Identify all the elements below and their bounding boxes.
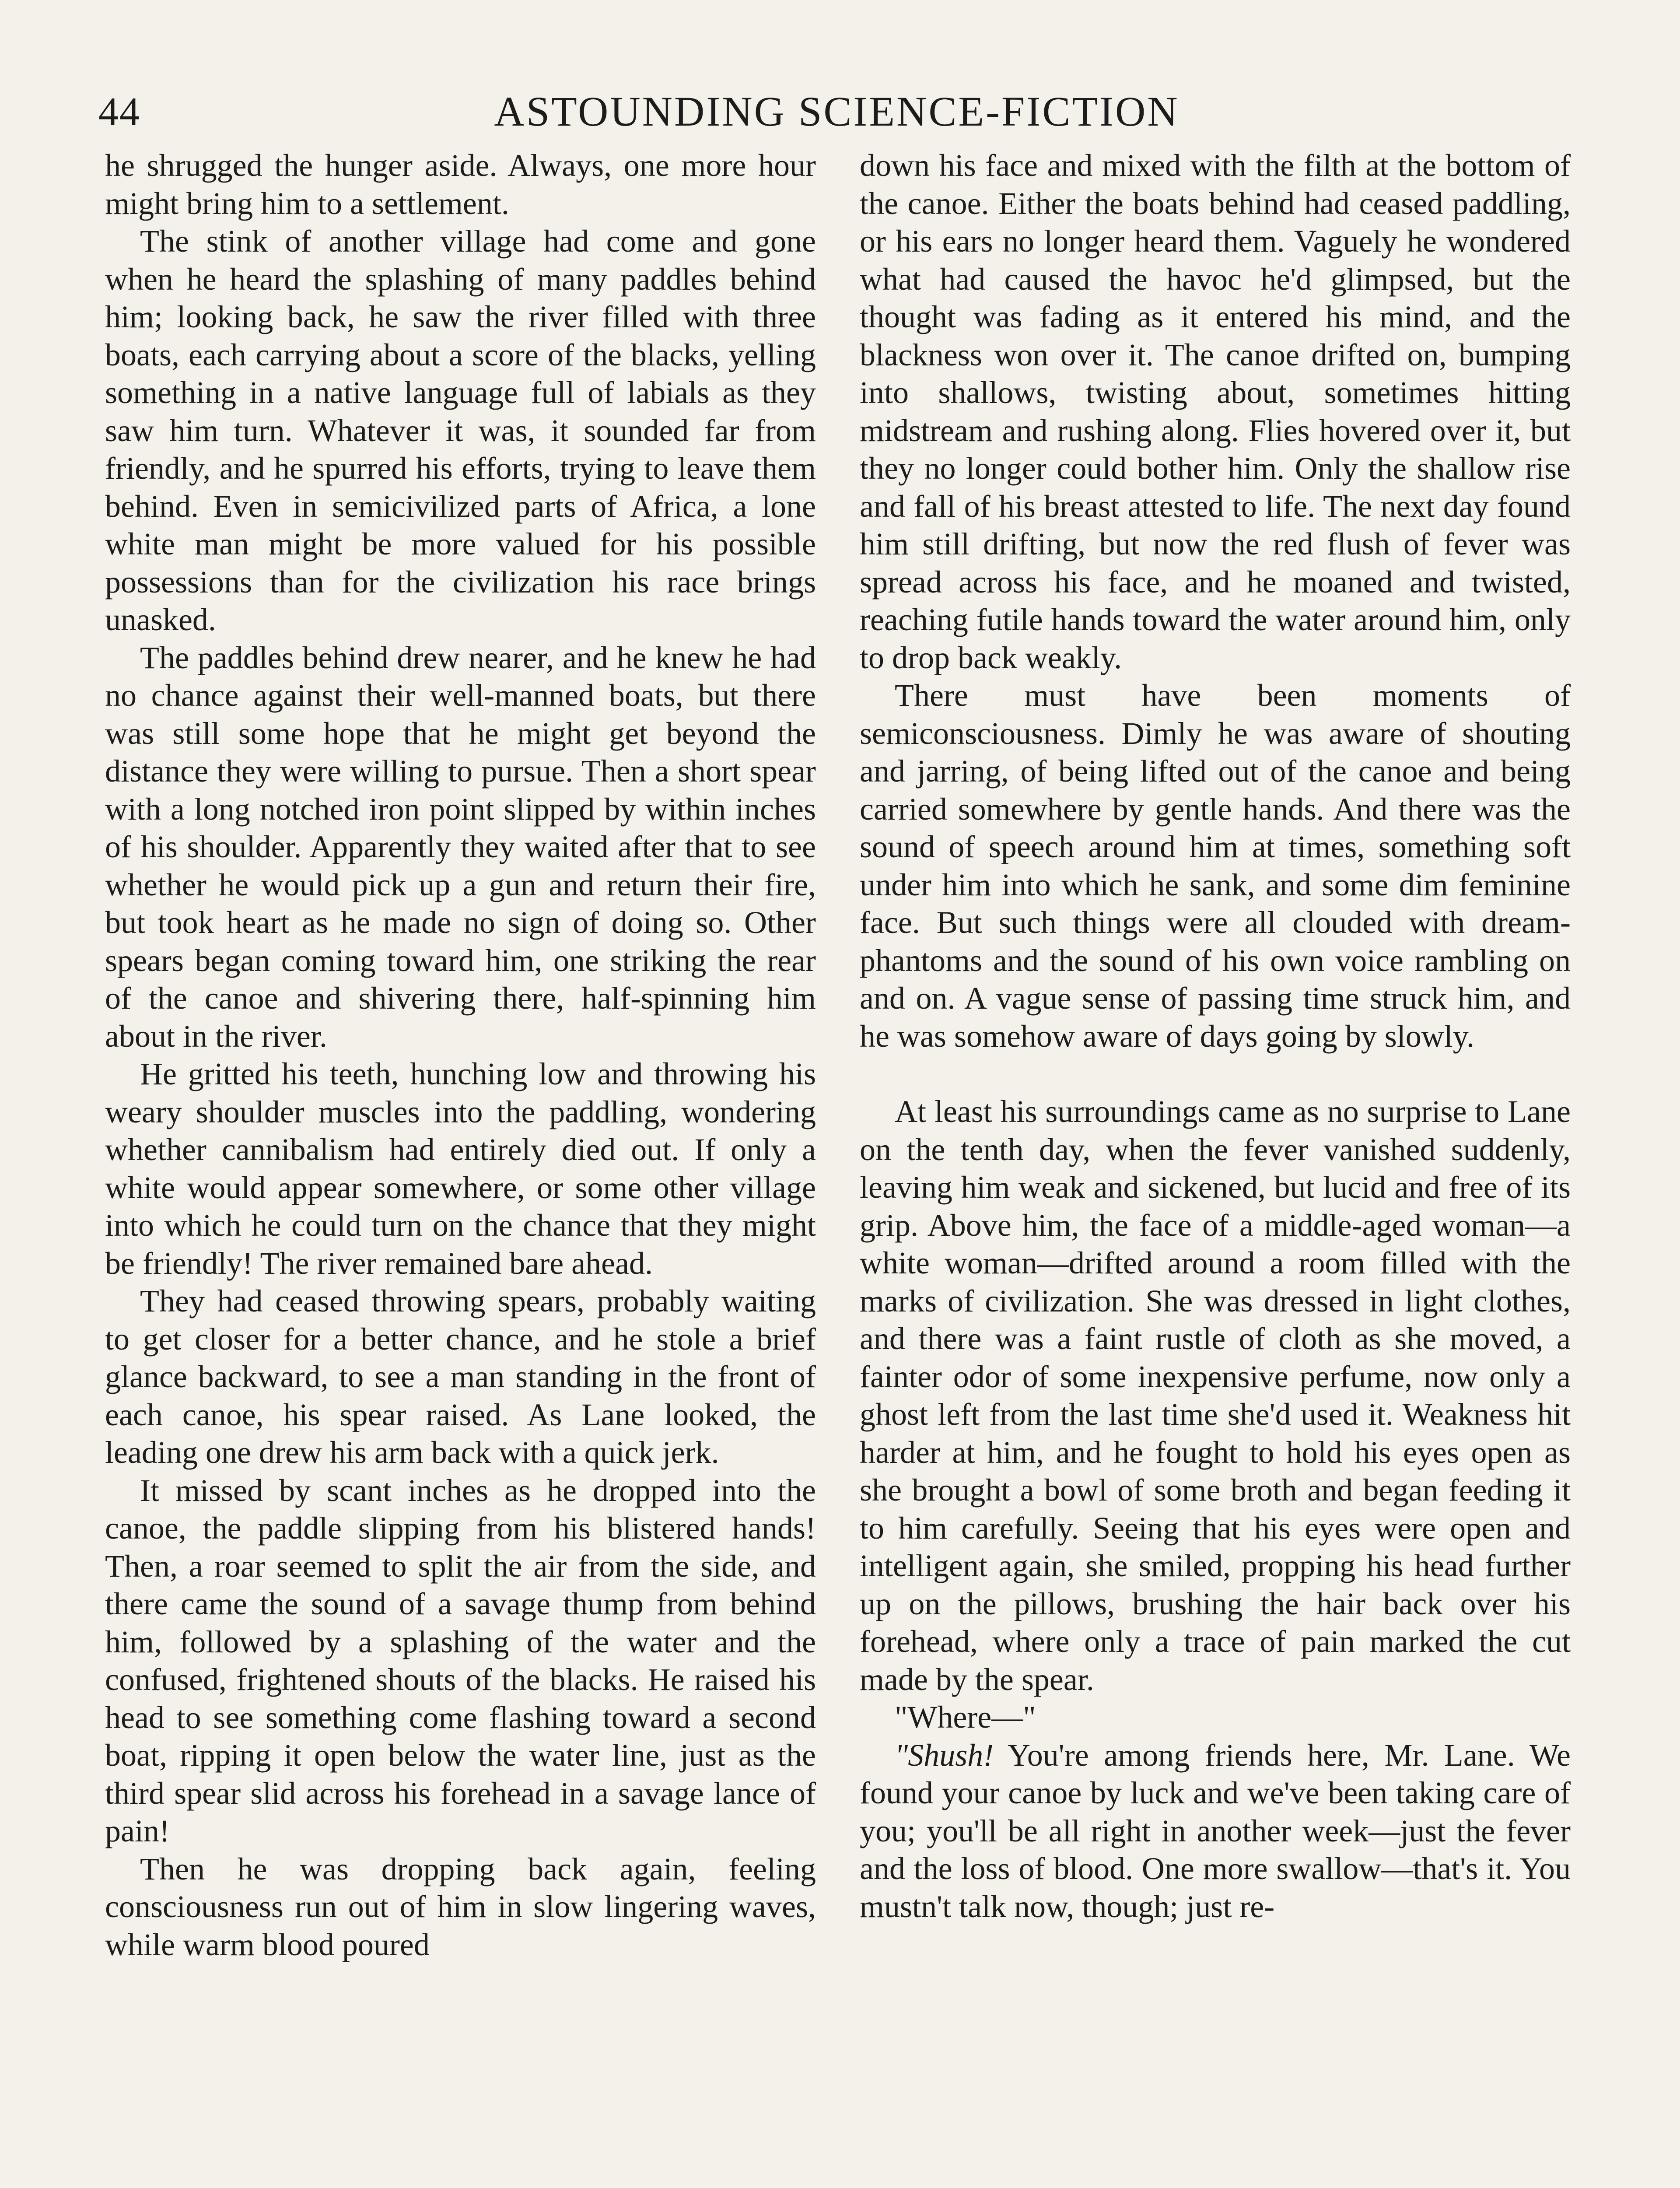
paragraph: The paddles behind drew nearer, and he knew he had no chance against their well-manned boats, but there was still some hope that he might get beyond the distance they were willing to pursue. Then a short spear with a long notched iron point slipped by within inches of his shoulder. Apparently they waited after that to see whether he would pick up a gun and return their fire, but took heart as he made no sign of doing so. Other spears began coming toward him, one striking the rear of the canoe and shivering there, half-spinning him about in the river. bbox=[105, 640, 816, 1054]
running-title: ASTOUNDING SCIENCE-FICTION bbox=[494, 88, 1180, 135]
italic-text: "Shush! bbox=[895, 1737, 994, 1773]
paragraph: At least his surroundings came as no surprise to Lane on the tenth day, when the fever vanished suddenly, leaving him weak and sickened, but lucid and free of its grip. Above him, the face of a middle-aged woman—a white woman—drifted around a room filled with the marks of civilization. She was dressed in light clothes, and there was a faint rustle of cloth as she moved, a fainter odor of some inexpensive perfume, now only a ghost left from the last time she'd used it. Weakness hit harder at him, and he fought to hold his eyes open as she brought a bowl of some broth and began feeding it to him carefully. Seeing that his eyes were open and intelligent again, she smiled, propping his head further up on the pillows, brushing the hair back over his forehead, where only a trace of pain marked the cut made by the spear. bbox=[860, 1094, 1571, 1697]
paragraph-text: You're among friends here, Mr. Lane. We found your canoe by luck and we've been taking care of you; you'll be all right in another week—just the fever and the loss of blood. One more swallow—that's it. You mustn't talk now, though; just re- bbox=[860, 1737, 1571, 1924]
left-column bbox=[105, 147, 816, 1964]
page-header bbox=[98, 83, 1575, 140]
paragraph: down his face and mixed with the filth at the bottom of the canoe. Either the boats behind had ceased paddling, or his ears no longer heard them. Vaguely he wondered what had caused the havoc he'd glimpsed, but the thought was fading as it entered his mind, and the blackness won over it. The canoe drifted on, bumping into shallows, twisting about, sometimes hitting midstream and rushing along. Flies hovered over it, but they no longer could bother him. Only the shallow rise and fall of his breast attested to life. The next day found him still drifting, but now the red flush of fever was spread across his face, and he moaned and twisted, reaching futile hands toward the water around him, only to drop back weakly. bbox=[860, 148, 1571, 675]
paragraph bbox=[860, 1736, 1571, 1926]
page-number: 44 bbox=[98, 89, 140, 134]
paragraph: The stink of another village had come and gone when he heard the splashing of many paddles behind him; looking back, he saw the river filled with three boats, each carrying about a score of the blacks, yelling something in a native language full of labials as they saw him turn. Whatever it was, it sounded far from friendly, and he spurred his efforts, trying to leave them behind. Even in semicivilized parts of Africa, a lone white man might be more valued for his possible possessions than for the civilization his race brings unasked. bbox=[105, 224, 816, 637]
paragraph: There must have been moments of semiconsciousness. Dimly he was aware of shouting and jarring, of being lifted out of the canoe and being carried somewhere by gentle hands. And there was the sound of speech around him at times, something soft under him into which he sank, and some dim feminine face. But such things were all clouded with dream-phantoms and the sound of his own voice rambling on and on. A vague sense of passing time struck him, and he was somehow aware of days going by slowly. bbox=[860, 678, 1571, 1054]
paragraph: They had ceased throwing spears, probably waiting to get closer for a better chance, and he stole a brief glance backward, to see a man standing in the front of each canoe, his spear raised. As Lane looked, the leading one drew his arm back with a quick jerk. bbox=[105, 1283, 816, 1470]
right-column bbox=[860, 147, 1571, 1925]
paragraph: It missed by scant inches as he dropped into the canoe, the paddle slipping from his blistered hands! Then, a roar seemed to split the air from the side, and there came the sound of a savage thump from behind him, followed by a splashing of the water and the confused, frightened shouts of the blacks. He raised his head to see something come flashing toward a second boat, ripping it open below the water line, just as the third spear slid across his forehead in a savage lance of pain! bbox=[105, 1473, 816, 1848]
dialog-line: "Where—" bbox=[895, 1700, 1036, 1735]
paragraph: he shrugged the hunger aside. Always, one more hour might bring him to a settlement. bbox=[105, 148, 816, 221]
paragraph: Then he was dropping back again, feeling consciousness run out of him in slow lingering waves, while warm blood poured bbox=[105, 1851, 816, 1962]
paragraph: He gritted his teeth, hunching low and throwing his weary shoulder muscles into the paddling, wondering whether cannibalism had entirely died out. If only a white would appear somewhere, or some other village into which he could turn on the chance that they might be friendly! The river remained bare ahead. bbox=[105, 1056, 816, 1281]
